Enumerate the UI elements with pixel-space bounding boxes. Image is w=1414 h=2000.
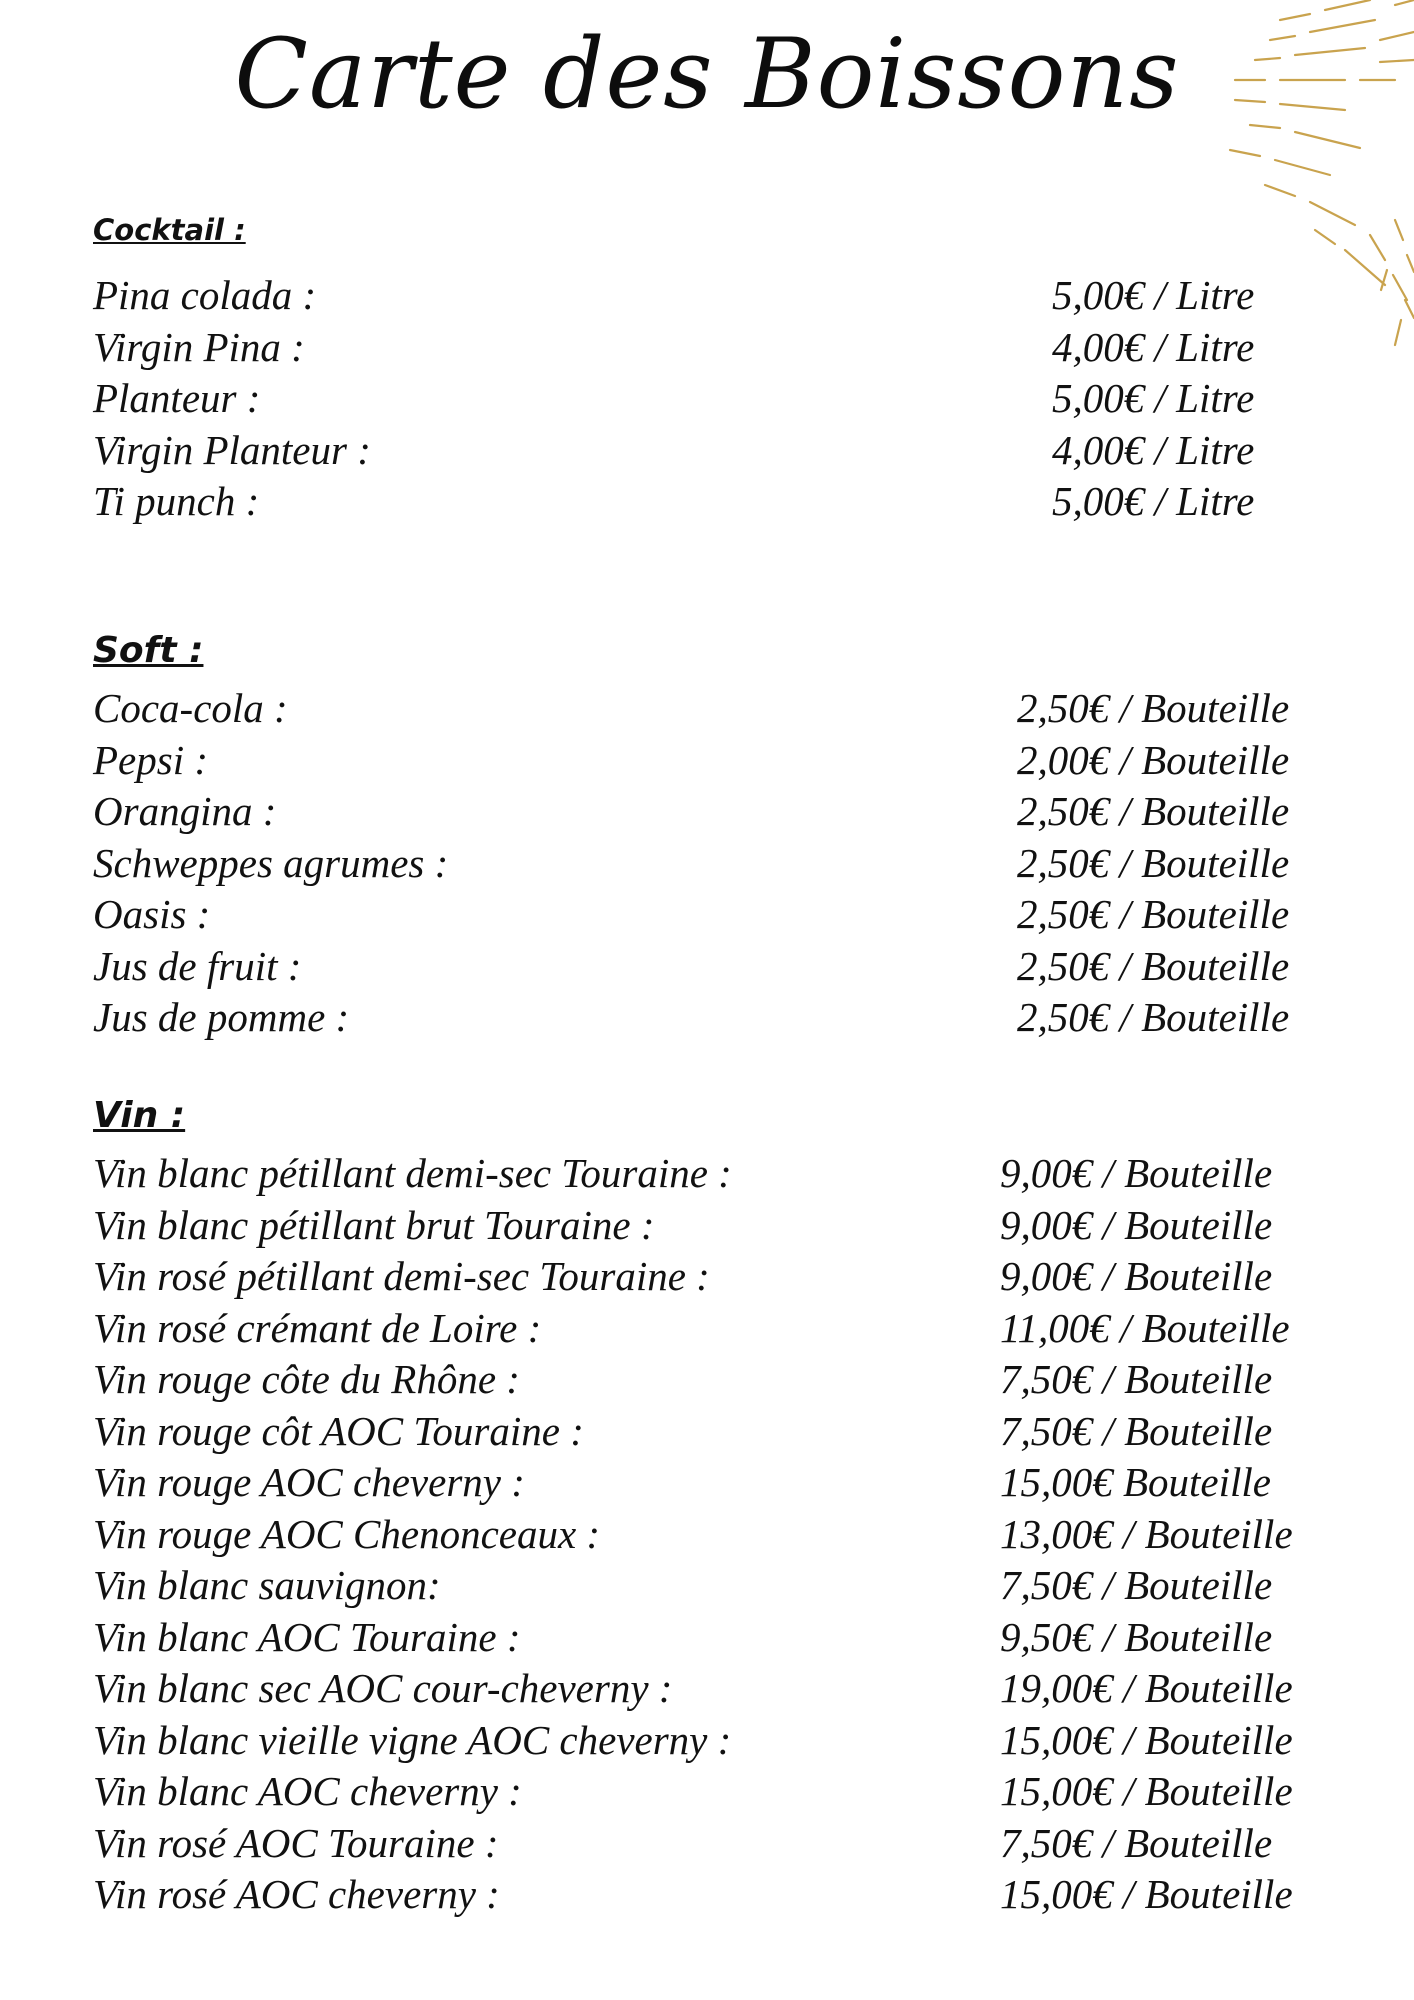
section-heading-vin: Vin : bbox=[93, 1095, 186, 1136]
item-price: 2,50€ / Bouteille bbox=[1017, 891, 1290, 937]
item-name: Vin rouge côt AOC Touraine : bbox=[93, 1407, 584, 1454]
list-item bbox=[0, 1560, 1414, 1612]
list-item bbox=[0, 1457, 1414, 1509]
item-name: Vin blanc AOC cheverny : bbox=[93, 1768, 522, 1814]
list-item bbox=[0, 992, 1414, 1044]
item-name: Jus de pomme : bbox=[93, 994, 350, 1040]
item-name: Vin blanc sec AOC cour-cheverny : bbox=[93, 1665, 673, 1711]
item-price: 2,00€ / Bouteille bbox=[1017, 736, 1290, 783]
list-item bbox=[0, 1869, 1414, 1921]
list-item bbox=[0, 1406, 1414, 1458]
item-name: Coca-cola : bbox=[93, 685, 288, 731]
list-item bbox=[0, 941, 1414, 993]
item-price: 2,50€ / Bouteille bbox=[1017, 788, 1290, 834]
item-name: Vin blanc pétillant demi-sec Touraine : bbox=[93, 1150, 732, 1196]
list-item bbox=[0, 889, 1414, 941]
list-item bbox=[0, 786, 1414, 838]
list-item bbox=[0, 373, 1414, 425]
item-name: Virgin Pina : bbox=[93, 323, 305, 370]
list-item bbox=[0, 1251, 1414, 1303]
section-heading-cocktail: Cocktail : bbox=[93, 213, 246, 247]
item-price: 15,00€ / Bouteille bbox=[1000, 1768, 1293, 1814]
item-price: 2,50€ / Bouteille bbox=[1017, 685, 1290, 731]
list-item bbox=[0, 1715, 1414, 1767]
item-name: Orangina : bbox=[93, 788, 277, 834]
item-name: Virgin Planteur : bbox=[93, 426, 371, 473]
item-price: 7,50€ / Bouteille bbox=[1000, 1819, 1273, 1866]
list-item bbox=[0, 1612, 1414, 1664]
item-price: 2,50€ / Bouteille bbox=[1017, 839, 1290, 886]
list-item bbox=[0, 1148, 1414, 1200]
item-price: 4,00€ / Litre bbox=[1052, 323, 1255, 370]
item-price: 9,00€ / Bouteille bbox=[1000, 1150, 1273, 1196]
item-name: Schweppes agrumes : bbox=[93, 839, 449, 886]
item-price: 5,00€ / Litre bbox=[1052, 478, 1255, 524]
item-price: 2,50€ / Bouteille bbox=[1017, 994, 1290, 1040]
item-name: Vin blanc vieille vigne AOC cheverny : bbox=[93, 1716, 732, 1763]
list-item bbox=[0, 270, 1414, 322]
item-name: Ti punch : bbox=[93, 478, 260, 524]
list-item bbox=[0, 838, 1414, 890]
list-item bbox=[0, 735, 1414, 787]
item-name: Vin rosé crémant de Loire : bbox=[93, 1304, 542, 1351]
list-item bbox=[0, 1663, 1414, 1715]
item-name: Planteur : bbox=[93, 375, 261, 421]
list-item bbox=[0, 1354, 1414, 1406]
cocktail-list bbox=[0, 270, 1414, 528]
item-price: 7,50€ / Bouteille bbox=[1000, 1407, 1273, 1454]
item-name: Vin rouge côte du Rhône : bbox=[93, 1356, 520, 1402]
item-price: 7,50€ / Bouteille bbox=[1000, 1356, 1273, 1402]
list-item bbox=[0, 1303, 1414, 1355]
item-name: Pepsi : bbox=[93, 736, 208, 783]
item-price: 13,00€ / Bouteille bbox=[1000, 1510, 1293, 1557]
item-name: Vin rosé AOC cheverny : bbox=[93, 1871, 500, 1917]
list-item bbox=[0, 425, 1414, 477]
item-price: 19,00€ / Bouteille bbox=[1000, 1665, 1293, 1711]
item-name: Vin blanc pétillant brut Touraine : bbox=[93, 1201, 655, 1248]
item-price: 5,00€ / Litre bbox=[1052, 375, 1255, 421]
item-name: Vin rouge AOC cheverny : bbox=[93, 1459, 525, 1505]
item-price: 15,00€ / Bouteille bbox=[1000, 1716, 1293, 1763]
item-price: 15,00€ Bouteille bbox=[1000, 1459, 1272, 1505]
item-price: 5,00€ / Litre bbox=[1052, 272, 1255, 318]
page-title: Carte des Boissons bbox=[234, 18, 1180, 130]
item-name: Vin rosé AOC Touraine : bbox=[93, 1819, 499, 1866]
item-price: 9,00€ / Bouteille bbox=[1000, 1201, 1273, 1248]
item-name: Pina colada : bbox=[93, 272, 317, 318]
item-name: Jus de fruit : bbox=[93, 942, 302, 989]
soft-list bbox=[0, 683, 1414, 1044]
item-price: 7,50€ / Bouteille bbox=[1000, 1562, 1273, 1608]
item-name: Vin blanc sauvignon: bbox=[93, 1562, 441, 1608]
item-price: 9,00€ / Bouteille bbox=[1000, 1253, 1273, 1299]
item-price: 9,50€ / Bouteille bbox=[1000, 1613, 1273, 1660]
list-item bbox=[0, 1766, 1414, 1818]
item-name: Vin rosé pétillant demi-sec Touraine : bbox=[93, 1253, 710, 1299]
item-name: Vin rouge AOC Chenonceaux : bbox=[93, 1510, 601, 1557]
item-price: 11,00€ / Bouteille bbox=[1000, 1304, 1290, 1351]
item-price: 2,50€ / Bouteille bbox=[1017, 942, 1290, 989]
item-name: Vin blanc AOC Touraine : bbox=[93, 1613, 521, 1660]
list-item bbox=[0, 1509, 1414, 1561]
list-item bbox=[0, 1200, 1414, 1252]
item-name: Oasis : bbox=[93, 891, 211, 937]
item-price: 15,00€ / Bouteille bbox=[1000, 1871, 1293, 1917]
list-item bbox=[0, 683, 1414, 735]
list-item bbox=[0, 476, 1414, 528]
section-heading-soft: Soft : bbox=[93, 630, 204, 671]
item-price: 4,00€ / Litre bbox=[1052, 426, 1255, 473]
list-item bbox=[0, 322, 1414, 374]
list-item bbox=[0, 1818, 1414, 1870]
vin-list bbox=[0, 1148, 1414, 1921]
